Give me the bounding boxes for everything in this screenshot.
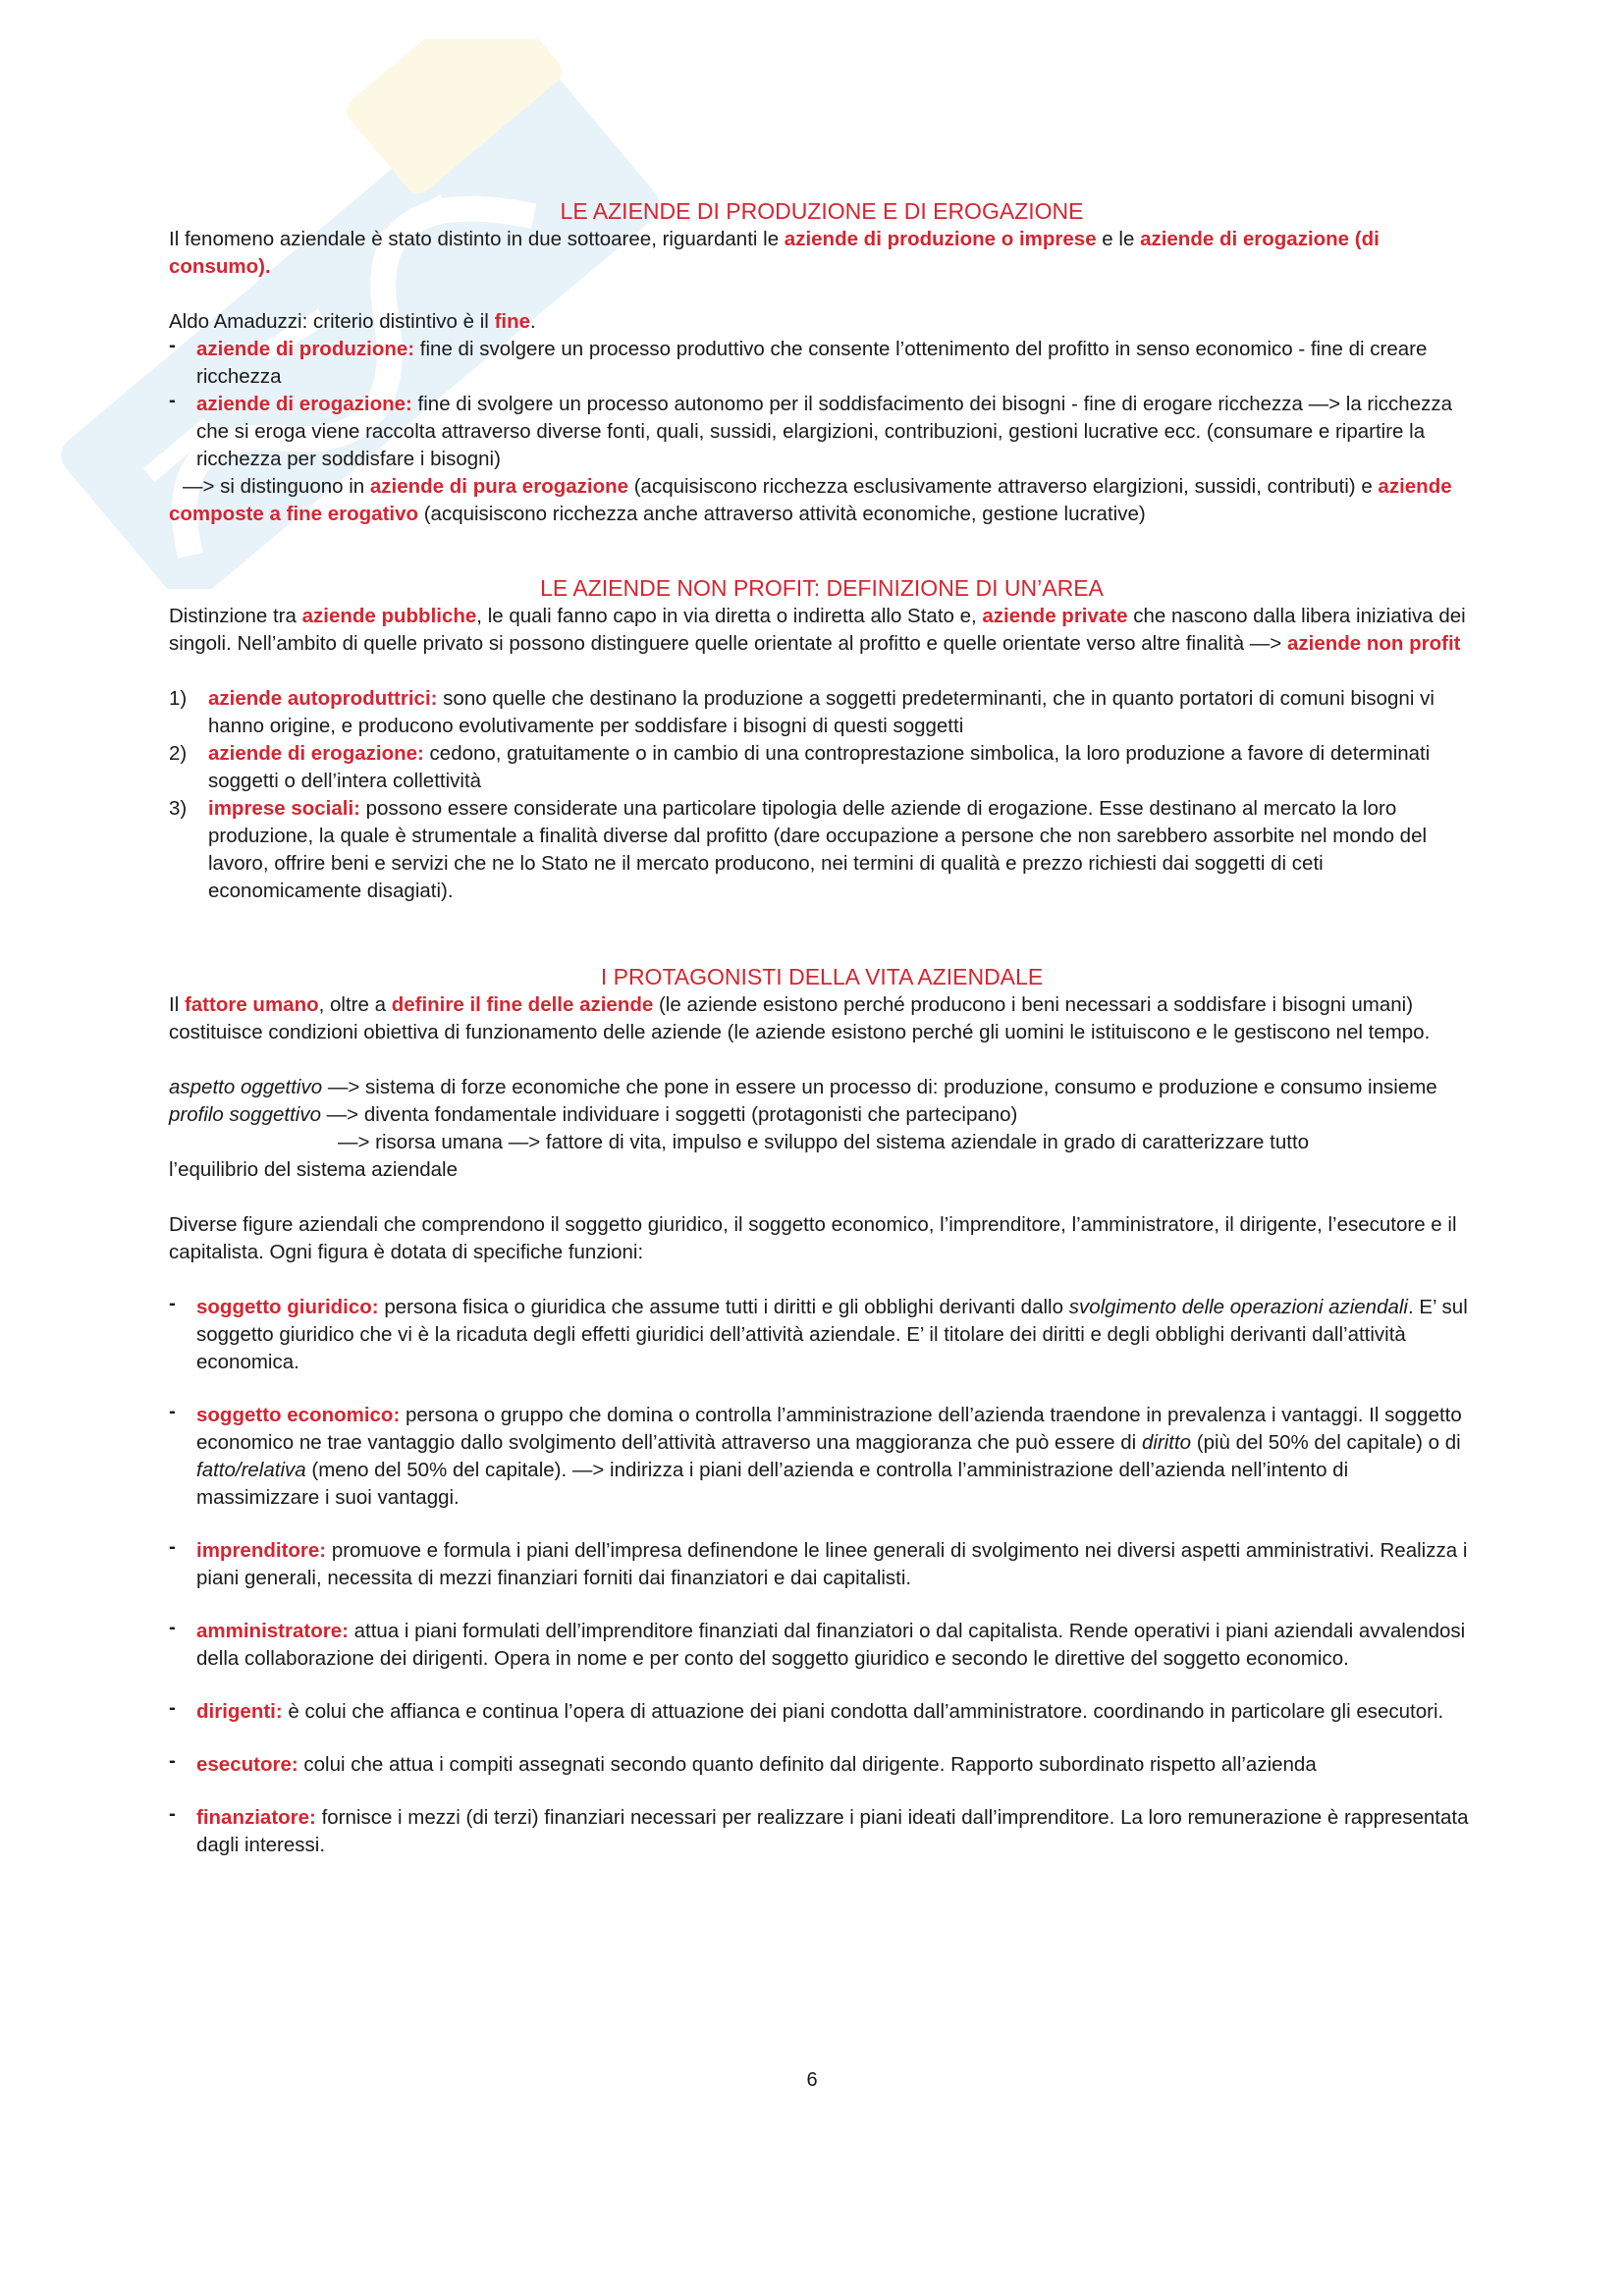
- text-span: sono quelle che destinano la produzione a soggetti predeterminanti, che in quanto portatori di comuni bisogni vi hanno origine, e producono evolutivamente per soddisfare i bisogni di questi soggetti: [208, 687, 1435, 737]
- dash-bullet: -: [169, 1535, 176, 1558]
- dash-bullet: -: [169, 1749, 176, 1772]
- paragraph: [169, 991, 1475, 1046]
- highlight-term: aziende di erogazione:: [196, 393, 412, 415]
- italic-term: fatto/relativa: [196, 1459, 306, 1481]
- highlight-term: aziende pubbliche: [301, 605, 477, 627]
- item-number: 1): [169, 687, 188, 710]
- highlight-term: fine: [494, 310, 531, 333]
- paragraph: Diverse figure aziendali che comprendono il soggetto giuridico, il soggetto economico, l’imprenditore, l’amministratore, il dirigente, l’esecutore e il capitalista. Ogni figura è dotata di specifiche funzioni:: [169, 1213, 1457, 1263]
- text-span: è colui che affianca e continua l’opera di attuazione dei piani condotta dall’amministratore. coordinando in particolare gli esecutori.: [282, 1700, 1444, 1723]
- text-span: .: [530, 310, 536, 333]
- item-number: 3): [169, 797, 188, 820]
- text-span: che nascono dalla libera iniziativa dei singoli. Nell’ambito di quelle privato si possono distinguere quelle orientate al profitto e quelle orientate verso altre finalità —>: [169, 605, 1466, 655]
- numbered-item: [169, 685, 1475, 740]
- highlight-term: aziende composte a fine erogativo: [169, 475, 1452, 525]
- text-span: e le: [1096, 228, 1141, 250]
- text-span: colui che attua i compiti assegnati secondo quanto definito dal dirigente. Rapporto subordinato rispetto all’azienda: [298, 1753, 1317, 1776]
- italic-term: aspetto oggettivo: [169, 1076, 323, 1098]
- paragraph: [169, 226, 1475, 281]
- text-span: Il fenomeno aziendale è stato distinto in due sottoaree, riguardanti le: [169, 228, 785, 250]
- paragraph: —> risorsa umana —> fattore di vita, impulso e sviluppo del sistema aziendale in grado di caratterizzare tutto: [338, 1131, 1310, 1153]
- paragraph: [169, 1074, 1475, 1101]
- highlight-term: soggetto economico:: [196, 1404, 401, 1426]
- text-span: , oltre a: [318, 993, 392, 1016]
- highlight-term: amministratore:: [196, 1620, 349, 1642]
- paragraph: [169, 1101, 1475, 1129]
- text-span: —> diventa fondamentale individuare i soggetti (protagonisti che partecipano): [320, 1103, 1018, 1126]
- highlight-term: aziende di produzione:: [196, 338, 415, 360]
- text-span: (più del 50% del capitale) o di: [1191, 1431, 1461, 1454]
- dash-bullet: -: [169, 334, 176, 356]
- list-item: [169, 1698, 1475, 1726]
- section-title-protagonisti: I PROTAGONISTI DELLA VITA AZIENDALE: [600, 964, 1044, 989]
- dash-bullet: -: [169, 1802, 176, 1825]
- text-span: (meno del 50% del capitale). —> indirizza i piani dell’azienda e controlla l’amministrazione dell’azienda nell’intento di massimizzare i suoi vantaggi.: [196, 1459, 1349, 1509]
- item-number: 2): [169, 742, 188, 765]
- text-span: (le aziende esistono perché producono i beni necessari a soddisfare i bisogni umani) costituisce condizioni obiettiva di funzionamento delle aziende (le aziende esistono perché gli uomini le istituiscono e le gestiscono nel tempo.: [169, 993, 1431, 1043]
- section-title-non-profit: LE AZIENDE NON PROFIT: DEFINIZIONE DI UN’AREA: [540, 575, 1104, 601]
- highlight-term: dirigenti:: [196, 1700, 283, 1723]
- list-item: [169, 336, 1475, 391]
- dash-bullet: -: [169, 1696, 176, 1719]
- text-span: (acquisiscono ricchezza esclusivamente attraverso elargizioni, sussidi, contributi) e: [628, 475, 1379, 498]
- dash-bullet: -: [169, 389, 176, 411]
- italic-term: profilo soggettivo: [169, 1103, 321, 1126]
- text-span: possono essere considerate una particolare tipologia delle aziende di erogazione. Esse destinano al mercato la loro produzione, la quale è strumentale a finalità diverse dal profitto (dare occupazione a persone che non sarebbero assorbite nel mondo del lavoro, offrire beni e servizi che ne lo Stato ne il mercato producono, nei termini di qualità e prezzo richiesti dai soggetti di ceti economicamente disagiati).: [208, 797, 1428, 902]
- text-span: cedono, gratuitamente o in cambio di una controprestazione simbolica, la loro produzione a favore di determinati soggetti o dell’intera collettività: [208, 742, 1431, 792]
- highlight-term: imprenditore:: [196, 1539, 327, 1562]
- italic-term: svolgimento delle operazioni aziendali: [1068, 1296, 1408, 1318]
- text-span: promuove e formula i piani dell’impresa definendone le linee generali di svolgimento nei diversi aspetti amministrativi. Realizza i piani generali, necessita di mezzi finanziari forniti dai finanziatori e dai capitalisti.: [196, 1539, 1468, 1589]
- page-number: 6: [806, 2069, 818, 2091]
- highlight-term: aziende autoproduttrici:: [208, 687, 438, 710]
- dash-bullet: -: [169, 1400, 176, 1422]
- page-content: [169, 196, 1475, 1859]
- list-item: [169, 1751, 1475, 1779]
- highlight-term: definire il fine delle aziende: [391, 993, 654, 1016]
- text-span: fine di svolgere un processo produttivo che consente l’ottenimento del profitto in senso economico - fine di creare ricchezza: [196, 338, 1428, 388]
- text-span: persona o gruppo che domina o controlla l’amministrazione dell’azienda traendone in prevalenza i vantaggi. Il soggetto economico ne trae vantaggio dallo svolgimento dell’attività attraverso una maggioranza che può essere di: [196, 1404, 1462, 1454]
- highlight-term: finanziatore:: [196, 1806, 316, 1829]
- highlight-term: aziende di pura erogazione: [369, 475, 629, 498]
- paragraph: [169, 473, 1475, 528]
- dash-bullet: -: [169, 1292, 176, 1314]
- text-span: Il: [169, 993, 185, 1016]
- numbered-item: [169, 740, 1475, 795]
- numbered-item: [169, 795, 1475, 905]
- list-item: [169, 391, 1475, 473]
- italic-term: diritto: [1141, 1431, 1192, 1454]
- text-span: fornisce i mezzi (di terzi) finanziari necessari per realizzare i piani ideati dall’imprenditore. La loro remunerazione è rappresentata dagli interessi.: [196, 1806, 1469, 1856]
- paragraph: l’equilibrio del sistema aziendale: [169, 1158, 458, 1181]
- list-item: [169, 1537, 1475, 1592]
- highlight-term: soggetto giuridico:: [196, 1296, 379, 1318]
- list-item: [169, 1294, 1475, 1376]
- list-item: [169, 1618, 1475, 1673]
- highlight-term: aziende non profit: [1286, 632, 1461, 655]
- highlight-term: imprese sociali:: [208, 797, 360, 820]
- highlight-term: aziende di produzione o imprese: [784, 228, 1097, 250]
- text-span: (acquisiscono ricchezza anche attraverso attività economiche, gestione lucrative): [418, 503, 1146, 525]
- highlight-term: esecutore:: [196, 1753, 298, 1776]
- text-span: —> si distinguono in: [183, 475, 370, 498]
- text-span: attua i piani formulati dell’imprenditore finanziati dal finanziatori o dal capitalista. Rende operativi i piani aziendali avvalendosi della collaborazione dei dirigenti. Opera in nome e per conto del soggetto giuridico e secondo le direttive del soggetto economico.: [196, 1620, 1466, 1670]
- dash-bullet: -: [169, 1616, 176, 1638]
- list-item: [169, 1804, 1475, 1859]
- paragraph: [169, 603, 1475, 658]
- text-span: . E’ sul soggetto giuridico che vi è la ricaduta degli effetti giuridici dell’attività aziendale. E’ il titolare dei diritti e degli obblighi derivanti dall’attività economica.: [196, 1296, 1468, 1373]
- highlight-term: aziende di erogazione:: [208, 742, 424, 765]
- text-span: —> sistema di forze economiche che pone in essere un processo di: produzione, consumo e produzione e consumo insieme: [322, 1076, 1437, 1098]
- highlight-term: aziende di erogazione (di consumo).: [169, 228, 1380, 278]
- highlight-term: fattore umano: [184, 993, 319, 1016]
- text-span: Distinzione tra: [169, 605, 302, 627]
- text-span: , le quali fanno capo in via diretta o indiretta allo Stato e,: [476, 605, 983, 627]
- text-span: Aldo Amaduzzi: criterio distintivo è il: [169, 310, 495, 333]
- paragraph: [169, 308, 1475, 336]
- highlight-term: aziende private: [982, 605, 1128, 627]
- text-span: persona fisica o giuridica che assume tutti i diritti e gli obblighi derivanti dallo: [378, 1296, 1069, 1318]
- list-item: [169, 1402, 1475, 1512]
- section-title-produzione-erogazione: LE AZIENDE DI PRODUZIONE E DI EROGAZIONE: [560, 198, 1084, 224]
- text-span: fine di svolgere un processo autonomo per il soddisfacimento dei bisogni - fine di erogare ricchezza —> la ricchezza che si eroga viene raccolta attraverso diverse fonti, quali, sussidi, elargizioni, contribuzioni, gestioni lucrative ecc. (consumare e ripartire la ricchezza per soddisfare i bisogni): [196, 393, 1453, 470]
